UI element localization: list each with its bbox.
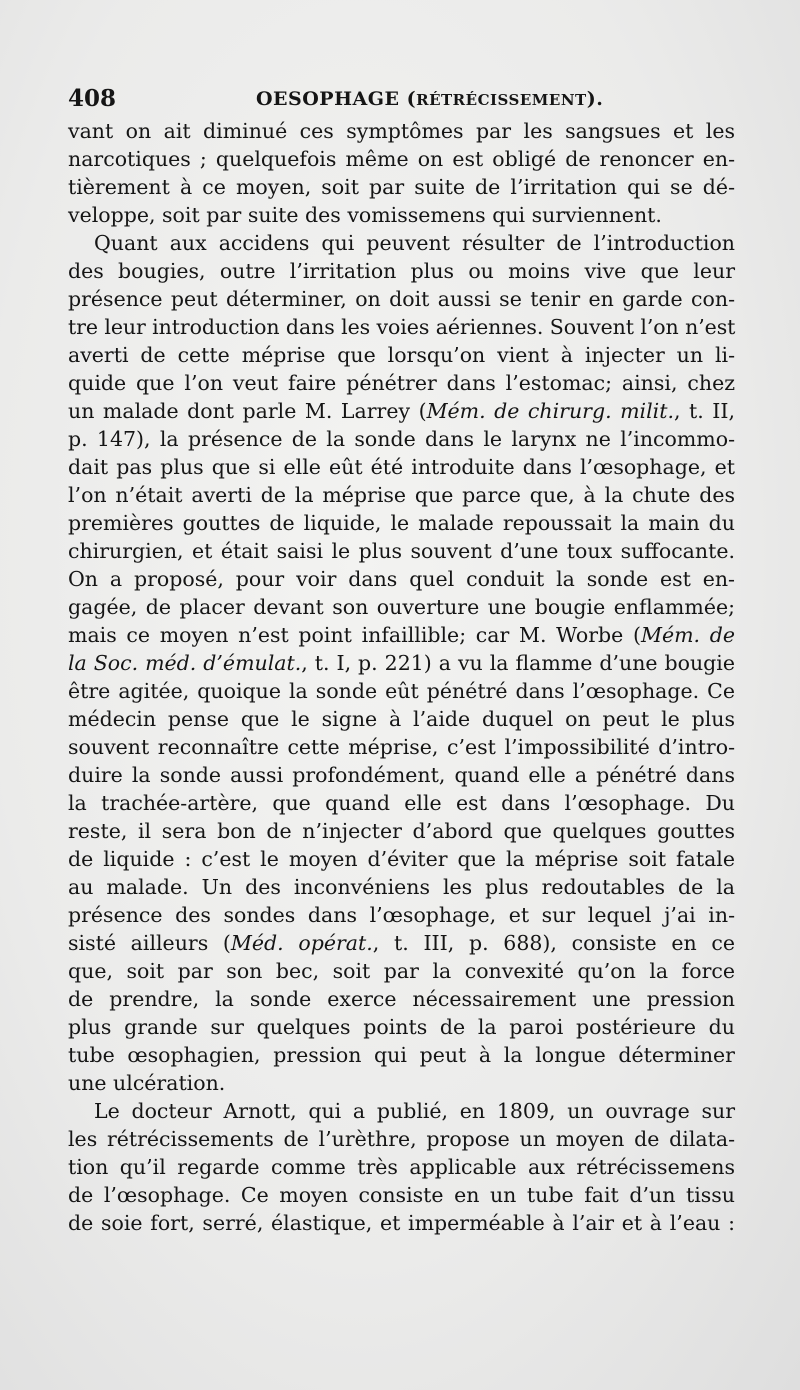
text-line: au malade. Un des inconvéniens les plus redoutables de la — [68, 875, 735, 899]
paragraph — [68, 1097, 735, 1237]
text-line: l’on n’était averti de la méprise que parce que, à la chute des — [68, 483, 735, 507]
page-number: 408 — [68, 85, 117, 112]
text-line: médecin pense que le signe à l’aide duquel on peut le plus — [68, 707, 735, 731]
text-line: souvent reconnaître cette méprise, c’est l’impossibilité d’intro- — [68, 735, 735, 759]
text-line: gagée, de placer devant son ouverture une bougie enflammée; — [68, 595, 735, 619]
text-line: averti de cette méprise que lorsqu’on vient à injecter un li- — [68, 343, 735, 367]
text-segment: , t. I, p. 221) a vu la flamme d’une bougie — [301, 651, 735, 675]
text-line: narcotiques ; quelquefois même on est obligé de renoncer en- — [68, 147, 735, 171]
text-line: une ulcération. — [68, 1071, 226, 1095]
text-line — [68, 397, 735, 425]
text-segment: , t. III, p. 688), consiste en ce — [372, 931, 735, 955]
text-line: tube œsophagien, pression qui peut à la longue déterminer — [68, 1043, 735, 1067]
citation-italic: la Soc. méd. d’émulat. — [68, 651, 302, 675]
text-line: tre leur introduction dans les voies aériennes. Souvent l’on n’est — [68, 315, 736, 339]
text-line: reste, il sera bon de n’injecter d’abord que quelques gouttes — [68, 819, 735, 843]
running-head — [256, 84, 603, 115]
text-line: quide que l’on veut faire pénétrer dans l’estomac; ainsi, chez — [68, 371, 735, 395]
text-segment: un malade dont parle M. Larrey ( — [68, 399, 427, 423]
text-line: chirurgien, et était saisi le plus souvent d’une toux suffocante. — [68, 539, 735, 563]
text-line: duire la sonde aussi profondément, quand elle a pénétré dans — [68, 763, 735, 787]
paragraph — [68, 117, 735, 229]
text-line: être agitée, quoique la sonde eût pénétré dans l’œsophage. Ce — [68, 679, 735, 703]
text-line: des bougies, outre l’irritation plus ou moins vive que leur — [68, 259, 735, 283]
text-line: Quant aux accidens qui peuvent résulter de l’introduction — [94, 231, 735, 255]
running-head-main: OESOPHAGE — [256, 88, 400, 110]
text-line: de soie fort, serré, élastique, et imperméable à l’air et à l’eau : — [68, 1211, 735, 1235]
text-line — [68, 621, 735, 649]
text-line: p. 147), la présence de la sonde dans le larynx ne l’incommo- — [68, 427, 735, 451]
text-segment: mais ce moyen n’est point infaillible; car M. Worbe ( — [68, 623, 641, 647]
text-segment: , t. II, — [673, 399, 735, 423]
text-line: que, soit par son bec, soit par la convexité qu’on la force — [68, 959, 735, 983]
text-line: présence des sondes dans l’œsophage, et sur lequel j’ai in- — [68, 903, 735, 927]
text-line: la trachée-artère, que quand elle est dans l’œsophage. Du — [68, 791, 735, 815]
running-head-sub: RÉTRÉCISSEMENT — [416, 91, 587, 109]
running-head-open: ( — [399, 88, 417, 110]
text-line: plus grande sur quelques points de la paroi postérieure du — [68, 1015, 735, 1039]
text-line — [68, 649, 735, 677]
text-line: de prendre, la sonde exerce nécessairement une pression — [68, 987, 735, 1011]
text-line: de liquide : c’est le moyen d’éviter que la méprise soit fatale — [68, 847, 735, 871]
text-line: les rétrécissements de l’urèthre, propose un moyen de dilata- — [68, 1127, 735, 1151]
text-line: premières gouttes de liquide, le malade repoussait la main du — [68, 511, 735, 535]
text-segment: sisté ailleurs ( — [68, 931, 231, 955]
text-line: veloppe, soit par suite des vomissemens qui surviennent. — [68, 203, 662, 227]
citation-italic: Mém. de chirurg. milit. — [426, 399, 674, 423]
text-line: vant on ait diminué ces symptômes par les sangsues et les — [68, 119, 735, 143]
text-line: tièrement à ce moyen, soit par suite de l’irritation qui se dé- — [68, 175, 735, 199]
text-line: tion qu’il regarde comme très applicable aux rétrécissemens — [68, 1155, 735, 1179]
text-line: Le docteur Arnott, qui a publié, en 1809, un ouvrage sur — [94, 1099, 735, 1123]
paragraph — [68, 229, 735, 1097]
text-line: dait pas plus que si elle eût été introduite dans l’œsophage, et — [68, 455, 735, 479]
page-header — [68, 84, 736, 114]
running-head-close: ). — [586, 88, 604, 110]
body-text — [68, 117, 735, 1237]
text-line: de l’œsophage. Ce moyen consiste en un tube fait d’un tissu — [68, 1183, 735, 1207]
citation-italic: Mém. de — [640, 623, 735, 647]
text-line — [68, 929, 735, 957]
text-line: présence peut déterminer, on doit aussi se tenir en garde con- — [68, 287, 735, 311]
text-line: On a proposé, pour voir dans quel conduit la sonde est en- — [68, 567, 735, 591]
citation-italic: Méd. opérat. — [230, 931, 373, 955]
